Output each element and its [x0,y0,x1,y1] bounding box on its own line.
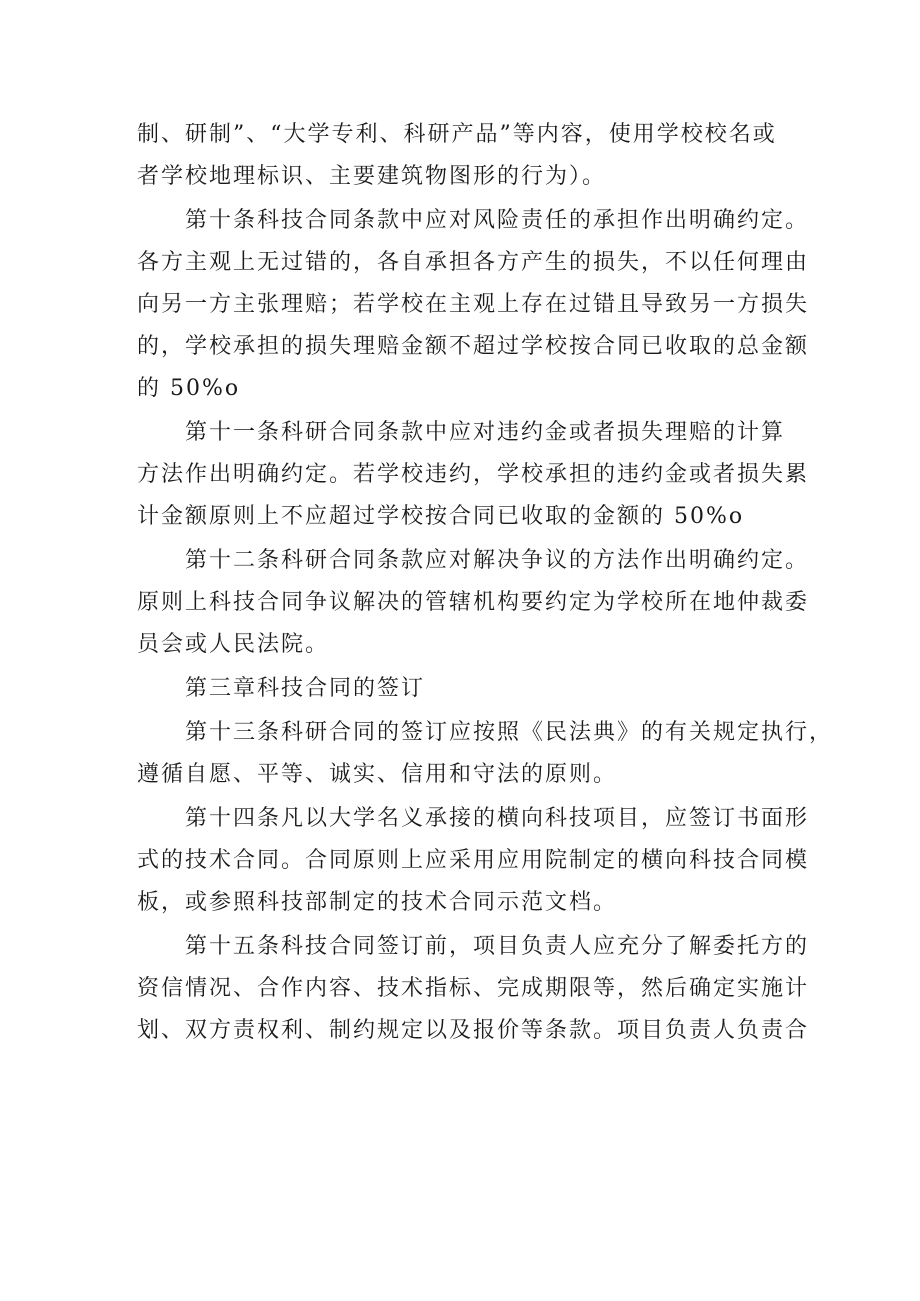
text-line: 第十四条凡以大学名义承接的横向科技项目，应签订书面形 [185,806,810,831]
paragraph [137,926,810,1052]
text-line: 板，或参照科技部制定的技术合同示范文档。 [137,890,618,915]
paragraph [137,540,810,666]
text-line: 第十条科技合同条款中应对风险责任的承担作出明确约定。 [185,208,810,233]
text-line: 式的技术合同。合同原则上应采用应用院制定的横向科技合同模 [137,848,810,873]
paragraph [137,114,790,198]
text-line: 遵循自愿、平等、诚实、信用和守法的原则。 [137,762,618,787]
text-line: 的，学校承担的损失理赔金额不超过学校按合同已收取的总金额 [137,334,810,359]
text-line: 者学校地理标识、主要建筑物图形的行为）。 [137,164,607,189]
text-line: 第十五条科技合同签订前，项目负责人应充分了解委托方的 [185,934,810,959]
text-line: 的 50%o [137,376,241,401]
text-line: 第三章科技合同的签订 [185,676,426,701]
paragraph [137,200,810,410]
document-body [137,114,834,1052]
text-line: 第十二条科研合同条款应对解决争议的方法作出明确约定。 [185,548,810,573]
text-line: 资信情况、合作内容、技术指标、完成期限等，然后确定实施计 [137,976,810,1001]
paragraph [137,712,834,796]
text-line: 向另一方主张理赔；若学校在主观上存在过错且导致另一方损失 [137,292,810,317]
text-line: 第十一条科研合同条款中应对违约金或者损失理赔的计算 [185,420,786,445]
paragraph [137,668,790,710]
text-line: 各方主观上无过错的，各自承担各方产生的损失，不以任何理由 [137,250,810,275]
text-line: 员会或人民法院。 [137,632,330,657]
text-line: 第十三条科研合同的签订应按照《民法典》的有关规定执行， [185,720,834,745]
paragraph [137,412,810,538]
paragraph [137,798,810,924]
text-line: 划、双方责权利、制约规定以及报价等条款。项目负责人负责合 [137,1018,810,1043]
text-line: 原则上科技合同争议解决的管辖机构要约定为学校所在地仲裁委 [137,590,810,615]
text-line: 制、研制”、“大学专利、科研产品”等内容，使用学校校名或 [137,122,777,147]
text-line: 计金额原则上不应超过学校按合同已收取的金额的 50%o [137,504,745,529]
text-line: 方法作出明确约定。若学校违约，学校承担的违约金或者损失累 [137,462,810,487]
